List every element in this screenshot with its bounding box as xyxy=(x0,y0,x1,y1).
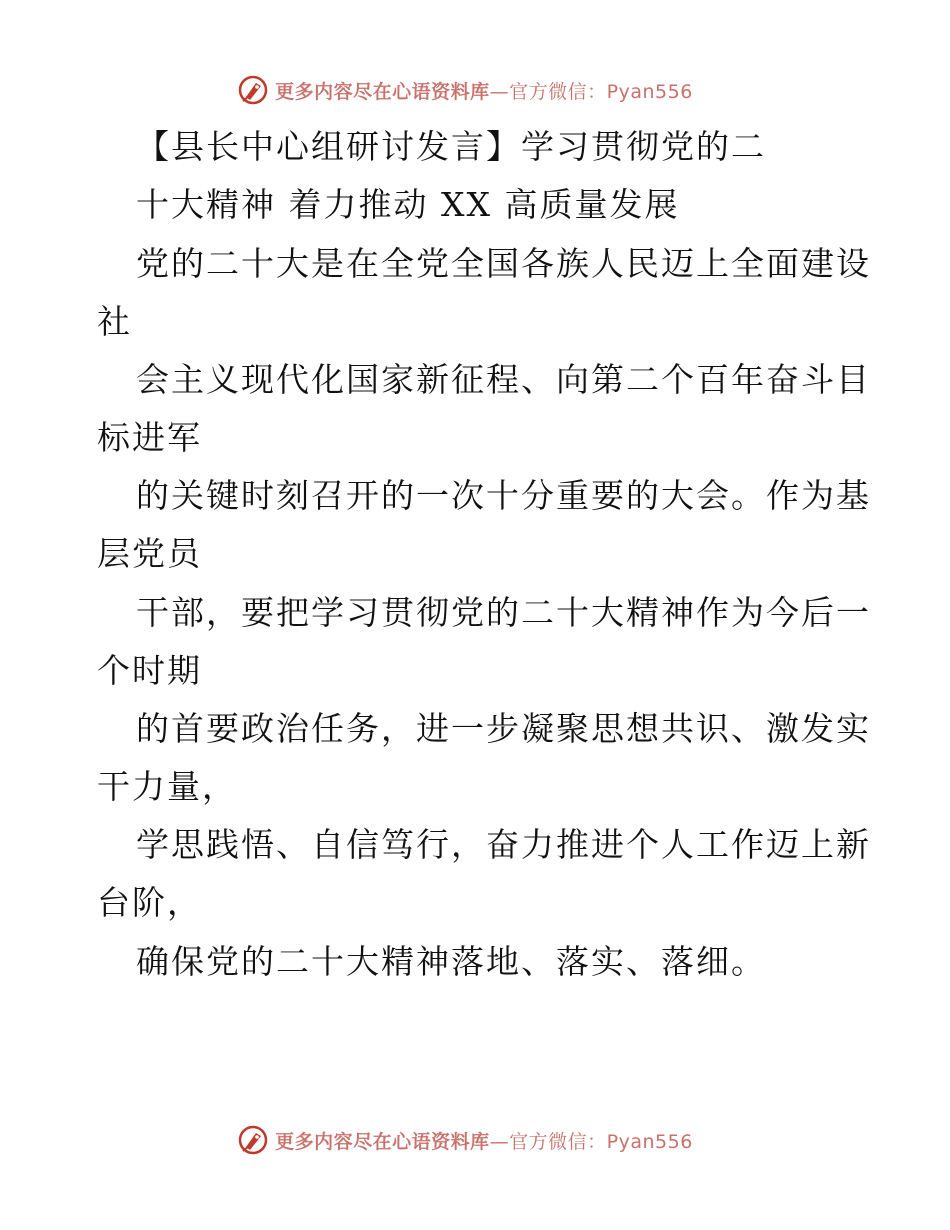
body-line: 的首要政治任务，进一步凝聚思想共识、激发实 xyxy=(136,709,871,748)
header-banner-dash: — xyxy=(489,80,510,103)
body-line: 的关键时刻召开的一次十分重要的大会。作为基 xyxy=(136,476,871,515)
body-line: 学思践悟、自信笃行，奋力推进个人工作迈上新 xyxy=(136,825,871,864)
pen-nib-logo-icon xyxy=(237,1124,269,1156)
title-line-1: 【县长中心组研讨发言】学习贯彻党的二 xyxy=(136,127,766,166)
footer-banner-dash: — xyxy=(489,1130,510,1153)
header-banner xyxy=(0,70,950,110)
body-line: 干部，要把学习贯彻党的二十大精神作为今后一 xyxy=(136,593,871,632)
body-line: 会主义现代化国家新征程、向第二个百年奋斗目 xyxy=(136,360,871,399)
footer-banner-text xyxy=(275,1127,693,1154)
footer-banner xyxy=(0,1120,950,1160)
header-banner-text xyxy=(275,77,693,104)
header-banner-tail: 官方微信：Pyan556 xyxy=(509,80,693,103)
title-line-2: 十大精神 着力推动 XX 高质量发展 xyxy=(136,185,680,224)
pen-nib-logo-icon xyxy=(237,74,269,106)
body-line: 确保党的二十大精神落地、落实、落细。 xyxy=(136,942,766,981)
body-line: 标进军 xyxy=(97,418,202,457)
body-line: 干力量， xyxy=(97,767,237,806)
body-line: 社 xyxy=(97,302,132,341)
body-line: 党的二十大是在全党全国各族人民迈上全面建设 xyxy=(136,244,871,283)
footer-banner-tail: 官方微信：Pyan556 xyxy=(509,1130,693,1153)
body-line: 个时期 xyxy=(97,651,202,690)
footer-banner-main: 更多内容尽在心语资料库 xyxy=(275,1130,490,1153)
body-line: 层党员 xyxy=(97,534,202,573)
header-banner-main: 更多内容尽在心语资料库 xyxy=(275,80,490,103)
body-line: 台阶， xyxy=(97,883,202,922)
